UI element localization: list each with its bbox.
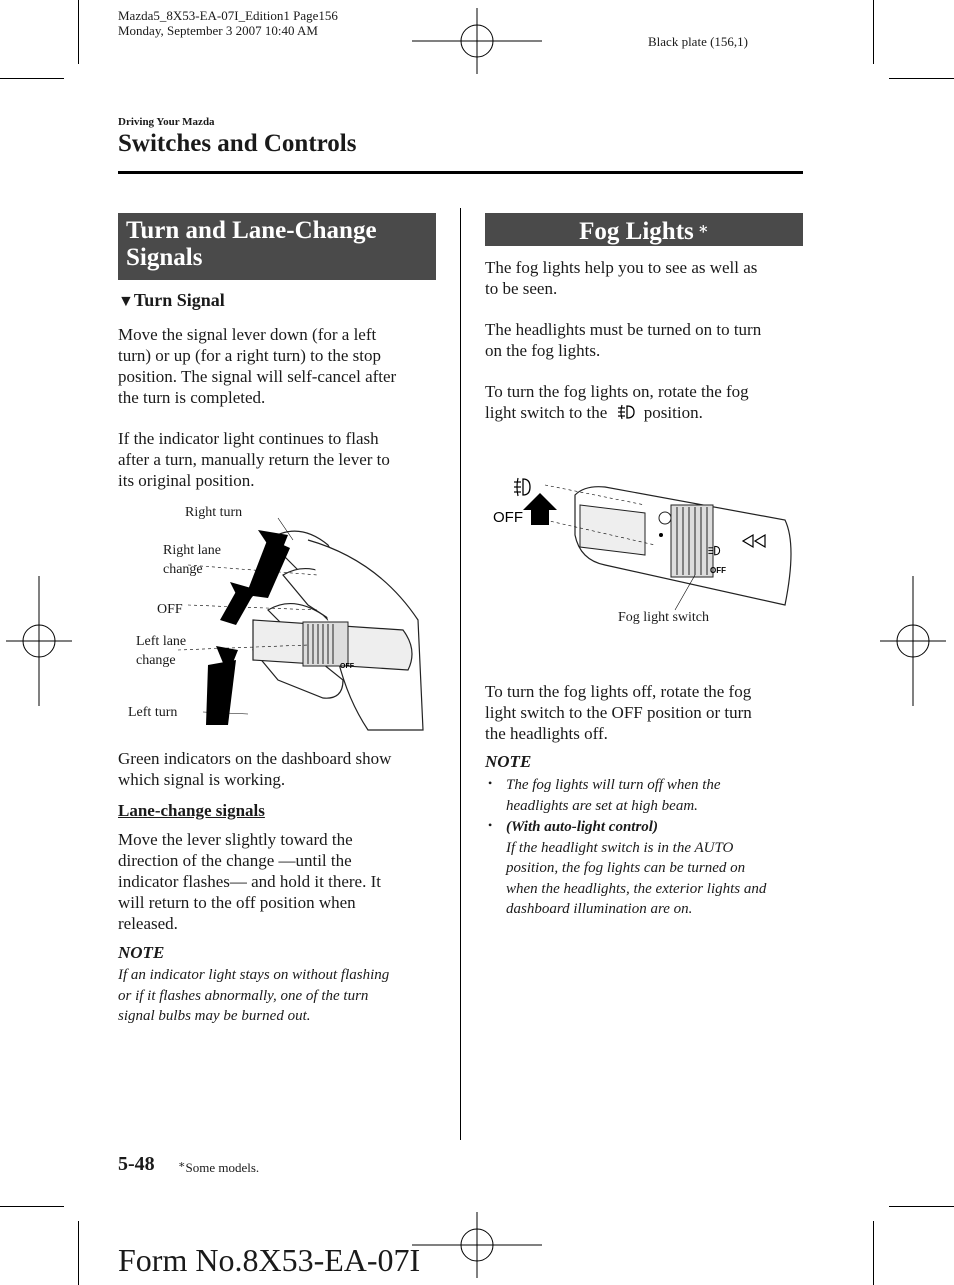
fog-intro-paragraph: [485, 257, 757, 299]
header-rule: [118, 171, 803, 174]
crop-mark: [0, 1206, 64, 1207]
text-line: To turn the fog lights off, rotate the fog: [485, 682, 752, 701]
text-line: To turn the fog lights on, rotate the fog: [485, 382, 749, 401]
section-label: Driving Your Mazda: [118, 116, 215, 128]
text-line: its original position.: [118, 471, 255, 490]
text-line: position, the fog lights can be turned on: [506, 860, 746, 876]
form-number: Form No.8X53-EA-07I: [118, 1242, 421, 1278]
text-line: (With auto-light control): [506, 819, 658, 835]
fog-on-paragraph: [485, 381, 749, 423]
page-number: 5-48: [118, 1153, 155, 1175]
left-note-title: NOTE: [118, 943, 165, 962]
text-line: The fog lights will turn off when the: [506, 777, 721, 793]
registration-mark-icon: [412, 8, 542, 74]
text-line: released.: [118, 914, 178, 933]
text-line: Green indicators on the dashboard show: [118, 749, 392, 768]
registration-mark-icon: [412, 1212, 542, 1278]
text-line: signal bulbs may be burned out.: [118, 1008, 311, 1024]
fog-off-label: OFF: [493, 509, 523, 526]
print-meta: [118, 8, 338, 38]
crop-mark: [889, 78, 954, 79]
text-line: to be seen.: [485, 279, 558, 298]
text-line: position. The signal will self-cancel after: [118, 367, 397, 386]
text-line: turn) or up (for a right turn) to the stop: [118, 346, 381, 365]
fog-light-switch-caption: Fog light switch: [618, 610, 710, 625]
text-line: when the headlights, the exterior lights and: [506, 880, 767, 897]
fog-lights-heading: [485, 213, 803, 246]
crop-mark: [873, 0, 874, 64]
text-line: the headlights off.: [485, 724, 608, 743]
text-line: Move the signal lever down (for a left: [118, 325, 377, 344]
text-segment: position.: [643, 403, 703, 422]
fog-light-symbol-icon: [514, 478, 530, 496]
footnote-text: Some models.: [185, 1160, 260, 1175]
text-line: If the headlight switch is in the AUTO: [506, 839, 734, 856]
text-line: change: [163, 562, 203, 577]
text-line: If the indicator light continues to flash: [118, 429, 379, 448]
turn-signal-subheading-text: Turn Signal: [133, 290, 225, 310]
text-line: which signal is working.: [118, 770, 286, 789]
text-line: headlights are set at high beam.: [506, 797, 698, 814]
text-line: change: [136, 653, 176, 668]
text-line: If an indicator light stays on without flashing: [118, 967, 390, 983]
note-bullet-1: [506, 775, 721, 816]
print-meta-line1: Mazda5_8X53-EA-07I_Edition1 Page156: [118, 8, 338, 23]
left-note-text: [118, 965, 389, 1027]
turn-signal-subheading: [118, 290, 225, 311]
fog-headlights-paragraph: [485, 319, 761, 361]
triangle-down-icon: ▼: [118, 293, 134, 310]
footnote: [178, 1158, 259, 1176]
crop-mark: [78, 1221, 79, 1285]
crop-mark: [0, 78, 64, 79]
star-icon: ∗: [178, 1159, 186, 1171]
left-turn-label: Left turn: [128, 705, 178, 720]
text-line: dashboard illumination are on.: [506, 901, 693, 917]
green-indicators-paragraph: [118, 748, 391, 790]
text-line: The headlights must be turned on to turn: [485, 320, 762, 339]
turn-signal-paragraph: [118, 324, 396, 408]
text-line: or if it flashes abnormally, one of the turn: [118, 987, 369, 1004]
text-line: indicator flashes― and hold it there. It: [118, 872, 381, 891]
text-line: will return to the off position when: [118, 893, 356, 912]
text-line: Left lane: [136, 634, 187, 649]
fog-light-switch-illustration: [485, 465, 805, 625]
registration-mark-icon: [880, 576, 946, 706]
black-plate-label: Black plate (156,1): [648, 34, 748, 49]
right-lane-change-label: [163, 541, 221, 579]
right-note-title: NOTE: [485, 752, 532, 771]
bullet-icon: •: [488, 776, 493, 790]
star-icon: ∗: [697, 221, 709, 238]
off-position-label: OFF: [157, 602, 183, 617]
registration-mark-icon: [6, 576, 72, 706]
turn-signals-heading: Turn and Lane-Change Signals: [118, 213, 436, 280]
crop-mark: [873, 1221, 874, 1285]
fog-light-symbol-icon: [616, 404, 636, 420]
indicator-paragraph: [118, 428, 390, 491]
fog-lights-heading-text: Fog Lights: [579, 218, 694, 245]
page-title: Switches and Controls: [118, 130, 357, 157]
text-line: the turn is completed.: [118, 388, 266, 407]
lane-change-subheading: Lane-change signals: [118, 801, 265, 820]
crop-mark: [889, 1206, 954, 1207]
text-line: Move the lever slightly toward the: [118, 830, 353, 849]
print-meta-line2: Monday, September 3 2007 10:40 AM: [118, 23, 318, 38]
text-line: The fog lights help you to see as well as: [485, 258, 758, 277]
text-segment: light switch to the: [485, 403, 608, 422]
bullet-icon: •: [488, 818, 493, 832]
lever-off-label: OFF: [710, 566, 726, 575]
right-turn-label: Right turn: [185, 505, 243, 520]
crop-mark: [78, 0, 79, 64]
text-line: [485, 402, 749, 423]
left-lane-change-label: [136, 632, 186, 670]
text-line: light switch to the OFF position or turn: [485, 703, 752, 722]
lane-change-paragraph: [118, 829, 381, 934]
note-bullet-2: [506, 817, 766, 920]
text-line: on the fog lights.: [485, 341, 601, 360]
text-line: Right lane: [163, 543, 221, 558]
lever-off-label: OFF: [340, 663, 354, 670]
column-divider: [460, 208, 461, 1140]
text-line: after a turn, manually return the lever to: [118, 450, 390, 469]
text-line: direction of the change ―until the: [118, 851, 352, 870]
fog-off-paragraph: [485, 681, 752, 744]
